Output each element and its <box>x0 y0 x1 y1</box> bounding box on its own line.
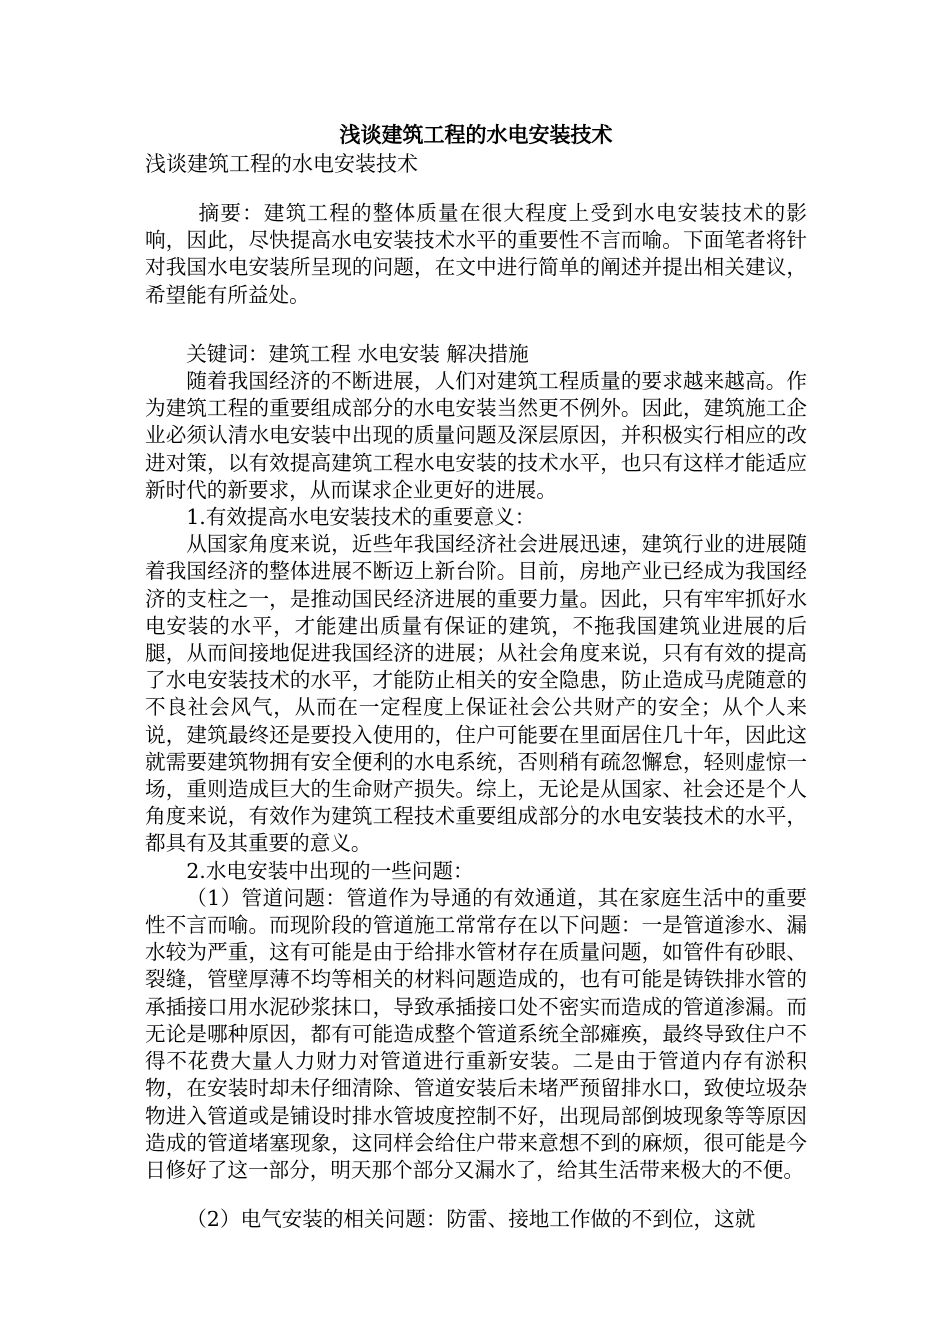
intro-paragraph: 随着我国经济的不断进展，人们对建筑工程质量的要求越来越高。作为建筑工程的重要组成部分的水电安装当然更不例外。因此，建筑施工企业必须认清水电安装中出现的质量问题及深层原因，并积极实行相应的改进对策，以有效提高建筑工程水电安装的技术水平，也只有这样才能适应新时代的新要求，从而谋求企业更好的进展。 <box>145 369 807 502</box>
section-2-item-2: （2）电气安装的相关问题：防雷、接地工作做的不到位，这就 <box>186 1207 756 1232</box>
document-subtitle: 浅谈建筑工程的水电安装技术 <box>145 152 418 176</box>
section-1-heading: 1.有效提高水电安装技术的重要意义： <box>186 505 536 530</box>
abstract-paragraph: 摘要：建筑工程的整体质量在很大程度上受到水电安装技术的影响，因此，尽快提高水电安装技术水平的重要性不言而喻。下面笔者将针对我国水电安装所呈现的问题，在文中进行简单的阐述并提出相关建议，希望能有所益处。 <box>145 201 807 307</box>
section-1-body: 从国家角度来说，近些年我国经济社会进展迅速，建筑行业的进展随着我国经济的整体进展不断迈上新台阶。目前，房地产业已经成为我国经济的支柱之一，是推动国民经济进展的重要力量。因此，只有牢牢抓好水电安装的水平，才能建出质量有保证的建筑，不拖我国建筑业进展的后腿，从而间接地促进我国经济的进展；从社会角度来说，只有有效的提高了水电安装技术的水平，才能防止相关的安全隐患，防止造成马虎随意的不良社会风气，从而在一定程度上保证社会公共财产的安全；从个人来说，建筑最终还是要投入使用的，住户可能要在里面居住几十年，因此这就需要建筑物拥有安全便利的水电系统，否则稍有疏忽懈怠，轻则虚惊一场，重则造成巨大的生命财产损失。综上，无论是从国家、社会还是个人角度来说，有效作为建筑工程技术重要组成部分的水电安装技术的水平，都具有及其重要的意义。 <box>145 532 807 856</box>
document-title: 浅谈建筑工程的水电安装技术 <box>339 122 613 147</box>
document-page <box>145 120 807 1233</box>
section-2-heading: 2.水电安装中出现的一些问题： <box>186 858 474 883</box>
section-2-item-1: （1）管道问题：管道作为导通的有效通道，其在家庭生活中的重要性不言而喻。而现阶段的管道施工常常存在以下问题：一是管道渗水、漏水较为严重，这有可能是由于给排水管材存在质量问题，如管件有砂眼、裂缝，管壁厚薄不均等相关的材料问题造成的，也有可能是铸铁排水管的承插接口用水泥砂浆抹口，导致承插接口处不密实而造成的管道渗漏。而无论是哪种原因，都有可能造成整个管道系统全部瘫痪，最终导致住户不得不花费大量人力财力对管道进行重新安装。二是由于管道内存有淤积物，在安装时却未仔细清除、管道安装后未堵严预留排水口，致使垃圾杂物进入管道或是铺设时排水管坡度控制不好，出现局部倒坡现象等等原因造成的管道堵塞现象，这同样会给住户带来意想不到的麻烦，很可能是今日修好了这一部分，明天那个部分又漏水了，给其生活带来极大的不便。 <box>145 885 807 1182</box>
keywords-line: 关键词：建筑工程 水电安装 解决措施 <box>186 341 529 366</box>
